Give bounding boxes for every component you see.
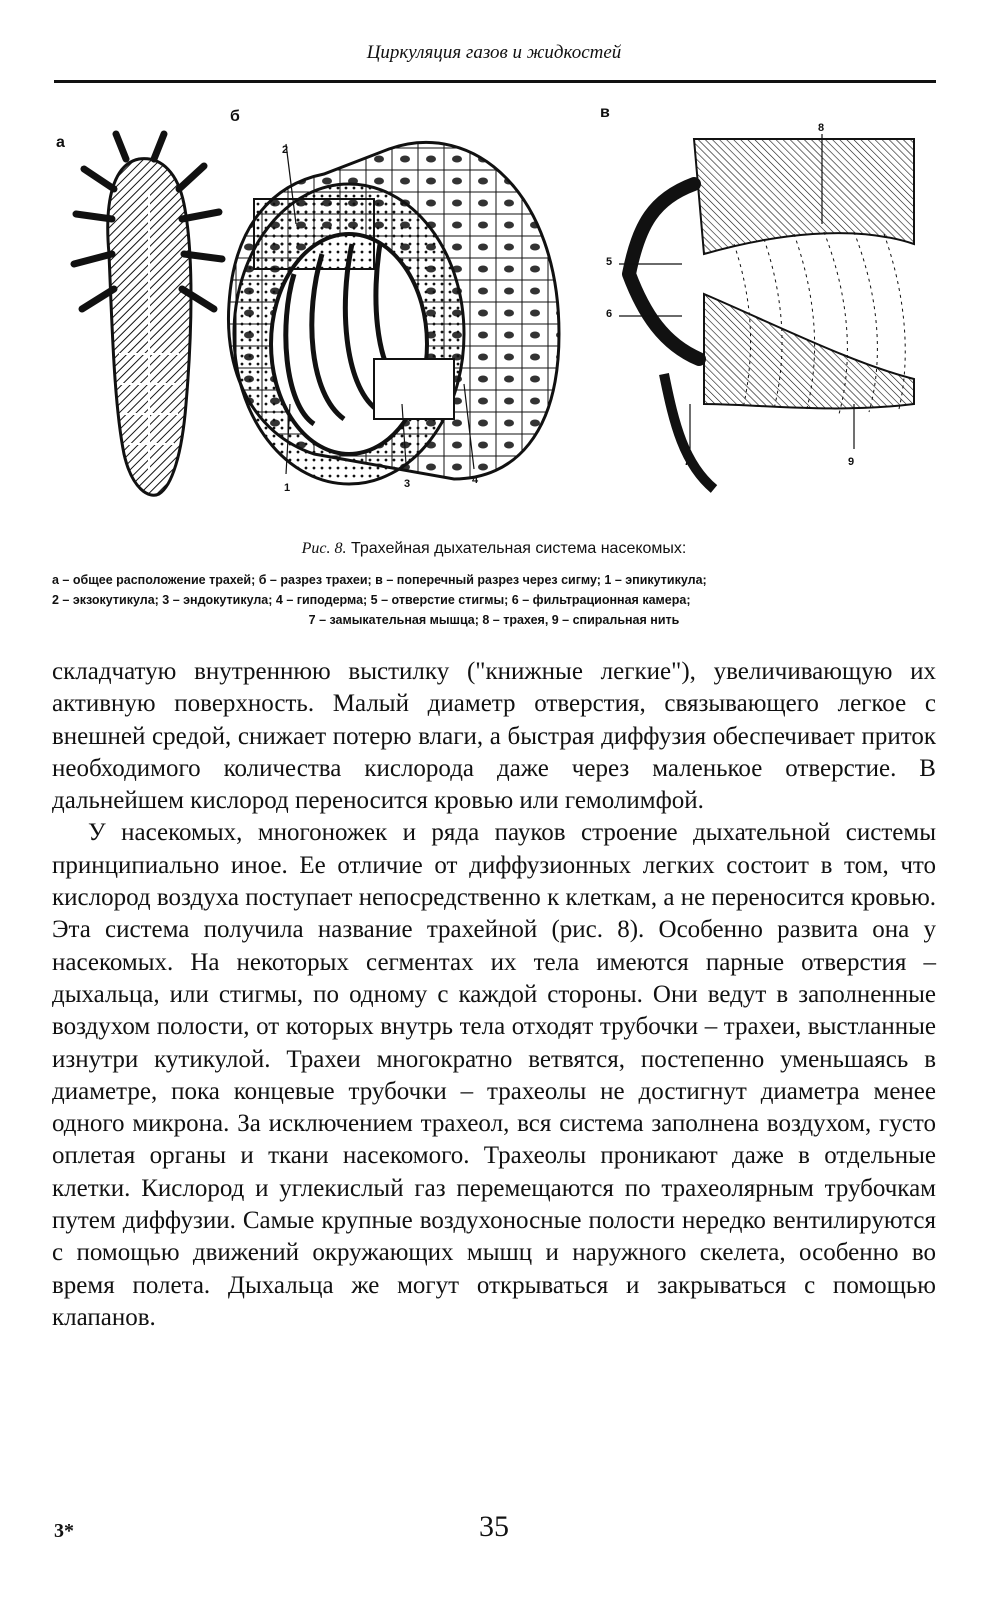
figure-caption-text: Трахейная дыхательная система насекомых: bbox=[350, 540, 687, 557]
part-label-7: 7 bbox=[684, 456, 691, 468]
figure-8 bbox=[54, 104, 936, 524]
figure-legend bbox=[52, 570, 936, 630]
part-label-1: 1 bbox=[284, 482, 291, 494]
part-label-8: 8 bbox=[818, 122, 825, 134]
paragraph-2: У насекомых, многоножек и ряда пауков строение дыхательной системы принципиально иное. Ее отличие от диффузионных легких состоит в том, что кислород воздуха поступает непосредственно к клеткам, а не переносится кровью. Эта система получила название трахейной (рис. 8). Особенно развита она у насекомых. На некоторых сегментах их тела имеются парные отверстия – дыхальца, или стигмы, по одному с каждой стороны. Они ведут в заполненные воздухом полости, от которых внутрь тела отходят трубочки – трахеи, выстланные изнутри кутикулой. Трахеи многократно ветвятся, постепенно уменьшаясь в диаметре, пока концевые трубочки – трахеолы не достигнут диаметра менее одного микрона. За исключением трахеол, вся система заполнена воздухом, густо оплетая органы и ткани насекомого. Трахеолы проникают даже в отдельные клетки. Кислород и углекислый газ перемещаются по трахеолярным трубочкам путем диффузии. Самые крупные воздухоносные полости нередко вентилируются с помощью движений окружающих мышц и наружного скелета, особенно во время полета. Дыхальца же могут открываться и закрываться с помощью клапанов. bbox=[52, 819, 936, 1331]
panel-c-stigma-section bbox=[619, 134, 914, 489]
part-label-5: 5 bbox=[606, 256, 613, 268]
part-label-6: 6 bbox=[606, 308, 613, 320]
part-label-2: 2 bbox=[282, 144, 289, 156]
header-rule bbox=[54, 80, 936, 83]
panel-b-trachea-section bbox=[228, 142, 559, 484]
page-number: 35 bbox=[479, 1510, 509, 1543]
panel-label-b: б bbox=[230, 108, 240, 125]
legend-line: 2 – экзокутикула; 3 – эндокутикула; 4 – гиподерма; 5 – отверстие стигмы; 6 – фильтрационная камера; bbox=[52, 593, 691, 607]
part-label-3: 3 bbox=[404, 478, 411, 490]
running-header: Циркуляция газов и жидкостей bbox=[366, 42, 622, 63]
panel-a-insect bbox=[74, 134, 222, 495]
panel-label-c: в bbox=[600, 104, 610, 121]
panel-label-a: а bbox=[56, 134, 65, 151]
paragraph-1: складчатую внутреннюю выстилку ("книжные легкие"), увеличивающую их активную поверхность. Малый диаметр отверстия, связывающего легкое с внешней средой, снижает потерю влаги, а быстрая диффузия обеспечивает приток необходимого количества кислорода даже через маленькое отверстие. В дальнейшем кислород переносится кровью или гемолимфой. bbox=[52, 658, 936, 815]
legend-line: а – общее расположение трахей; б – разрез трахеи; в – поперечный разрез через сигму; 1 – эпикутикула; bbox=[52, 573, 707, 587]
figure-illustration bbox=[54, 104, 936, 524]
legend-line: 7 – замыкательная мышца; 8 – трахея, 9 – спиральная нить bbox=[308, 613, 680, 627]
body-text bbox=[52, 656, 936, 1334]
signature-mark: 3* bbox=[54, 1520, 74, 1542]
figure-caption-label: Рис. 8. bbox=[301, 540, 347, 557]
part-label-9: 9 bbox=[848, 456, 855, 468]
figure-caption-title bbox=[0, 540, 988, 558]
part-label-4: 4 bbox=[472, 474, 479, 486]
